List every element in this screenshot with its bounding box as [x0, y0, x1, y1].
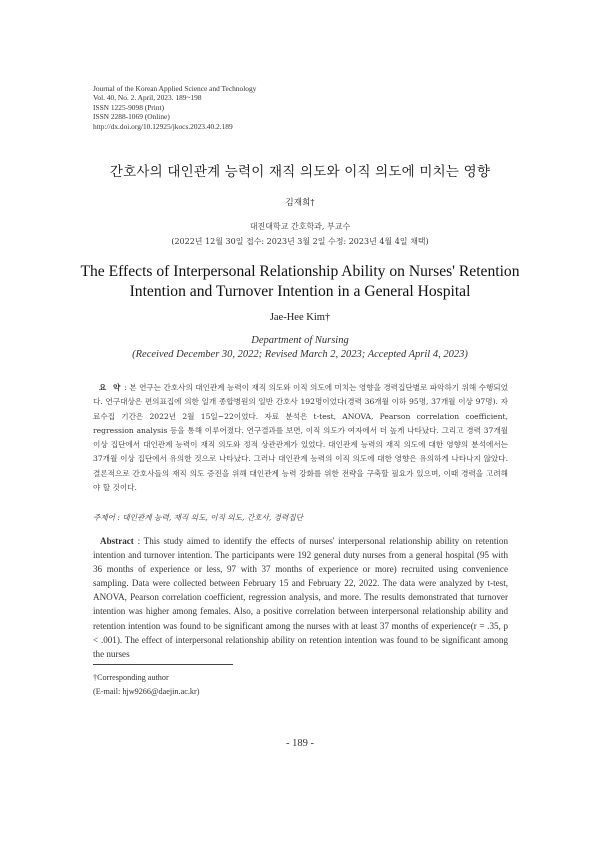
- english-abstract: [93, 534, 508, 661]
- english-abstract-label: Abstract: [100, 536, 134, 546]
- korean-abstract-body: : 본 연구는 간호사의 대인관계 능력이 재직 의도와 이직 의도에 미치는 영향을 경력집단별로 파악하기 위해 수행되었다. 연구대상은 편의표집에 의한 일개 종합병원의 일반 간호사 192명이었다(경력 36개월 이하 95명, 37개월 이상 97명). 자료수집 기간은 2022년 2월 15일~22이었다. 자료 분석은 t-test, ANOVA, Pearson correlation coefficient, regression analysis 등을 통해 이루어졌다. 연구결과를 보면, 이직 의도가 여자에서 더 높게 나타났다. 그리고 경력 37개월 이상 집단에서 대인관계 능력이 재직 의도와 정적 상관관계가 있었다. 대인관계 능력의 재직 의도에 대한 영향의 분석에서는 37개월 이상 집단에서 유의한 것으로 나타났다. 그러나 대인관계 능력의 이직 의도에 대한 영향은 유의하게 나타나지 않았다. 결론적으로 간호사들의 재직 의도 증진을 위해 대인관계 능력 강화를 위한 전략을 구축할 필요가 있으며, 이때 경력을 고려해야 할 것이다.: [93, 383, 508, 493]
- korean-abstract-label: 요 약: [99, 383, 123, 392]
- page-number: - 189 -: [286, 738, 314, 749]
- english-title: [0, 262, 600, 302]
- issn-print: ISSN 1225-9098 (Print): [93, 102, 165, 112]
- footnote: [93, 671, 393, 698]
- korean-department: 대진대학교 간호학과, 부교수: [249, 222, 351, 231]
- corresponding-email[interactable]: (E-mail: hjw9266@daejin.ac.kr): [93, 686, 200, 696]
- english-abstract-body: : This study aimed to identify the effects of nurses' interpersonal relationship ability on retention intention and turnover intention. The participants were 192 general duty nurses from a general hospital (95 with 36 months of experience or less, 97 with 37 months of experience or more) recruited using convenience sampling. Data were collected between February 15 and February 22, 2022. The data were analyzed by t-test, ANOVA, Pearson correlation coefficient, regression analysis, and more. The results demonstrated that turnover intention was higher among females. Also, a positive correlation between interpersonal relationship ability and retention intention was found to be significant among the nurses with at least 37 months of experience(r = .35, p < .001). The effect of interpersonal relationship ability on retention intention was found to be significant among the nurses: [93, 536, 508, 659]
- doi-link[interactable]: http://dx.doi.org/10.12925/jkocs.2023.40.2.189: [93, 121, 233, 131]
- korean-abstract: [93, 381, 508, 495]
- journal-name: Journal of the Korean Applied Science and Technology: [93, 84, 257, 93]
- english-title-line1: The Effects of Interpersonal Relationship Ability on Nurses' Retention: [80, 263, 520, 280]
- korean-keywords: 주제어 : 대인관계 능력, 재직 의도, 이직 의도, 간호사, 경력집단: [93, 513, 303, 522]
- journal-info: [93, 84, 393, 131]
- english-dates: (Received December 30, 2022; Revised March 2, 2023; Accepted April 4, 2023): [132, 349, 468, 360]
- footnote-divider: [93, 664, 233, 665]
- english-title-line2: Intention and Turnover Intention in a General Hospital: [129, 283, 471, 300]
- issn-online: ISSN 2288-1069 (Online): [93, 112, 170, 122]
- korean-dates: (2022년 12월 30일 접수: 2023년 3월 2일 수정: 2023년 4월 4일 채택): [171, 237, 429, 246]
- english-department: Department of Nursing: [251, 335, 349, 346]
- korean-title: 간호사의 대인관계 능력이 재직 의도와 이직 의도에 미치는 영향: [109, 164, 491, 180]
- english-author: Jae-Hee Kim†: [269, 312, 331, 323]
- corresponding-author: †Corresponding author: [93, 673, 169, 682]
- journal-volume: Vol. 40, No. 2. April, 2023. 189~198: [93, 93, 202, 103]
- korean-author: 김재희†: [285, 198, 315, 208]
